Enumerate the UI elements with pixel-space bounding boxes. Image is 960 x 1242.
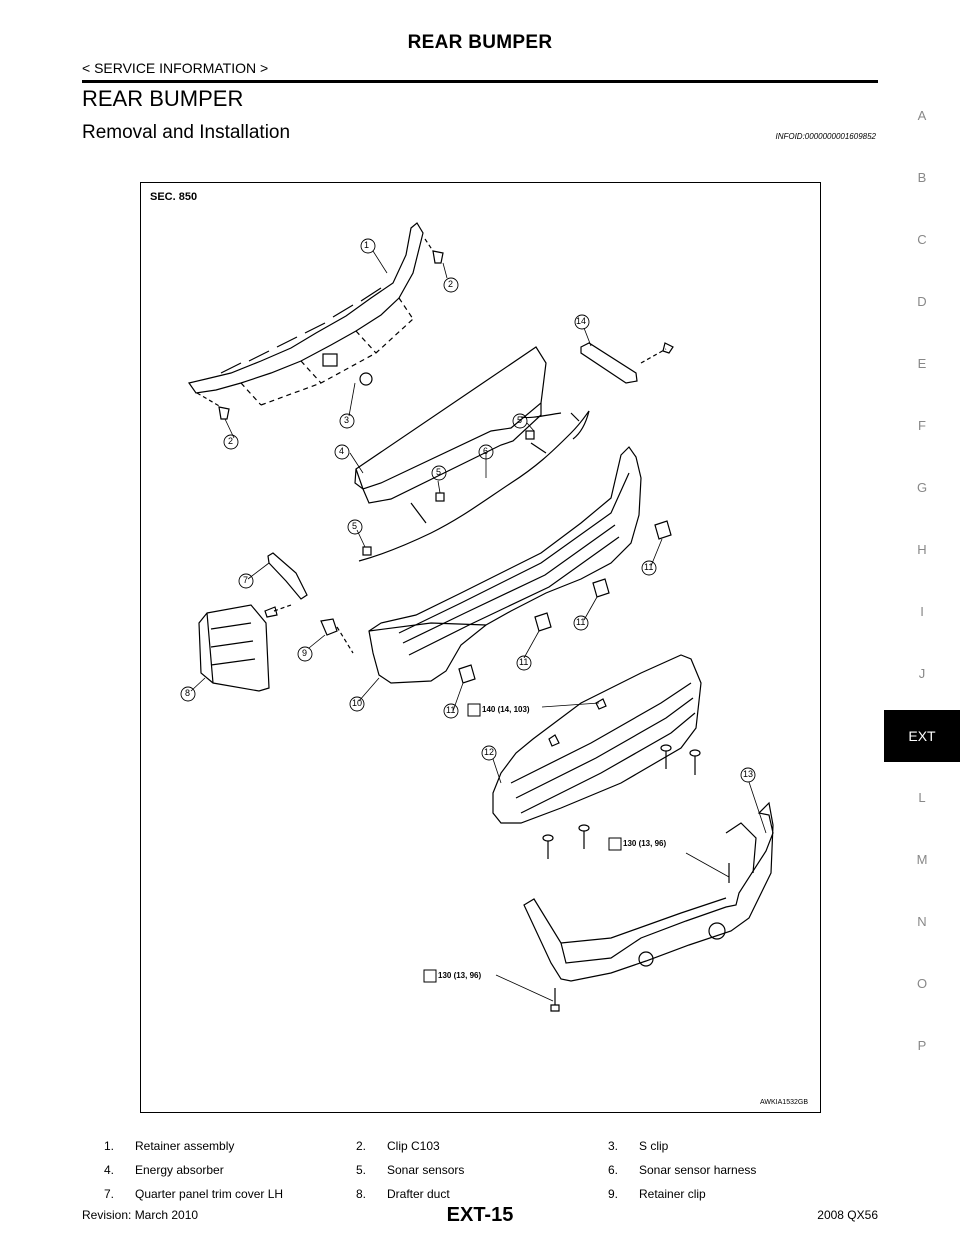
callout-5c: 5 [352,521,358,531]
legend-text: S clip [639,1139,669,1153]
footer-model: 2008 QX56 [817,1208,878,1222]
legend-text: Energy absorber [135,1163,224,1177]
legend-item [356,1139,608,1153]
legend-item [104,1187,356,1201]
side-index-m[interactable]: M [916,852,928,867]
callout-11c: 11 [519,657,529,667]
side-index-o[interactable]: O [916,976,928,991]
legend-num: 6. [608,1163,619,1177]
legend-item [104,1139,356,1153]
callout-9: 9 [302,648,308,658]
callout-6: 6 [483,446,489,456]
legend-text: Retainer assembly [135,1139,235,1153]
legend-text: Retainer clip [639,1187,706,1201]
callout-1: 1 [364,240,370,250]
figure-code: AWKIA1532GB [760,1099,808,1106]
callout-11a: 11 [644,562,654,572]
legend-num: 5. [356,1163,367,1177]
legend-num: 1. [104,1139,115,1153]
side-index-d[interactable]: D [917,294,927,309]
legend-item [104,1163,356,1177]
torque-spec-2: 130 (13, 96) [623,839,667,848]
legend-item [608,1163,844,1177]
callout-4: 4 [339,446,345,456]
callout-3: 3 [344,415,350,425]
callout-labels [141,183,822,1114]
callout-12: 12 [484,747,495,757]
side-index-c[interactable]: C [917,232,927,247]
callout-2a: 2 [448,279,454,289]
legend-text: Sonar sensor harness [639,1163,757,1177]
parts-legend [104,1134,844,1206]
callout-2b: 2 [228,436,234,446]
callout-8: 8 [185,688,191,698]
side-index-l[interactable]: L [918,790,926,805]
callout-11d: 11 [446,705,456,715]
callout-5a: 5 [517,415,523,425]
legend-row [104,1134,844,1158]
legend-num: 2. [356,1139,367,1153]
torque-spec-1: 140 (14, 103) [482,705,530,714]
legend-text: Drafter duct [387,1187,450,1201]
legend-num: 4. [104,1163,115,1177]
side-index-i[interactable]: I [920,604,924,619]
callout-11b: 11 [576,617,586,627]
legend-text: Sonar sensors [387,1163,465,1177]
page-header-title: REAR BUMPER [407,32,553,53]
side-index-f[interactable]: F [918,418,926,433]
side-index-a[interactable]: A [917,108,927,123]
side-index-h[interactable]: H [917,542,927,557]
section-title: REAR BUMPER [82,86,244,111]
sec-label: SEC. 850 [150,191,198,203]
side-index-b[interactable]: B [917,170,927,185]
legend-num: 9. [608,1187,619,1201]
side-index-j[interactable]: J [918,666,926,681]
legend-text: Quarter panel trim cover LH [135,1187,284,1201]
exploded-diagram [140,182,821,1113]
side-index-e[interactable]: E [917,356,927,371]
breadcrumb: < SERVICE INFORMATION > [82,60,269,76]
legend-num: 7. [104,1187,115,1201]
side-index-p[interactable]: P [917,1038,927,1053]
legend-num: 8. [356,1187,367,1201]
side-index-g[interactable]: G [916,480,928,495]
legend-num: 3. [608,1139,619,1153]
callout-5b: 5 [436,467,442,477]
info-id: INFOID:0000000001609852 [775,132,876,141]
page-number: EXT-15 [446,1204,514,1226]
legend-item [356,1163,608,1177]
callout-7: 7 [243,575,249,585]
side-index-n[interactable]: N [917,914,927,929]
header-rule [82,80,878,83]
torque-spec-3: 130 (13, 96) [438,971,482,980]
legend-item [356,1187,608,1201]
legend-item [608,1139,844,1153]
legend-item [608,1187,844,1201]
legend-row [104,1182,844,1206]
callout-13: 13 [743,769,754,779]
callout-10: 10 [352,698,363,708]
subsection-title: Removal and Installation [82,122,291,143]
footer-revision: Revision: March 2010 [82,1208,199,1222]
callout-14: 14 [576,316,587,326]
side-index-ext-tab[interactable]: EXT [884,710,960,762]
legend-row [104,1158,844,1182]
legend-text: Clip C103 [387,1139,440,1153]
